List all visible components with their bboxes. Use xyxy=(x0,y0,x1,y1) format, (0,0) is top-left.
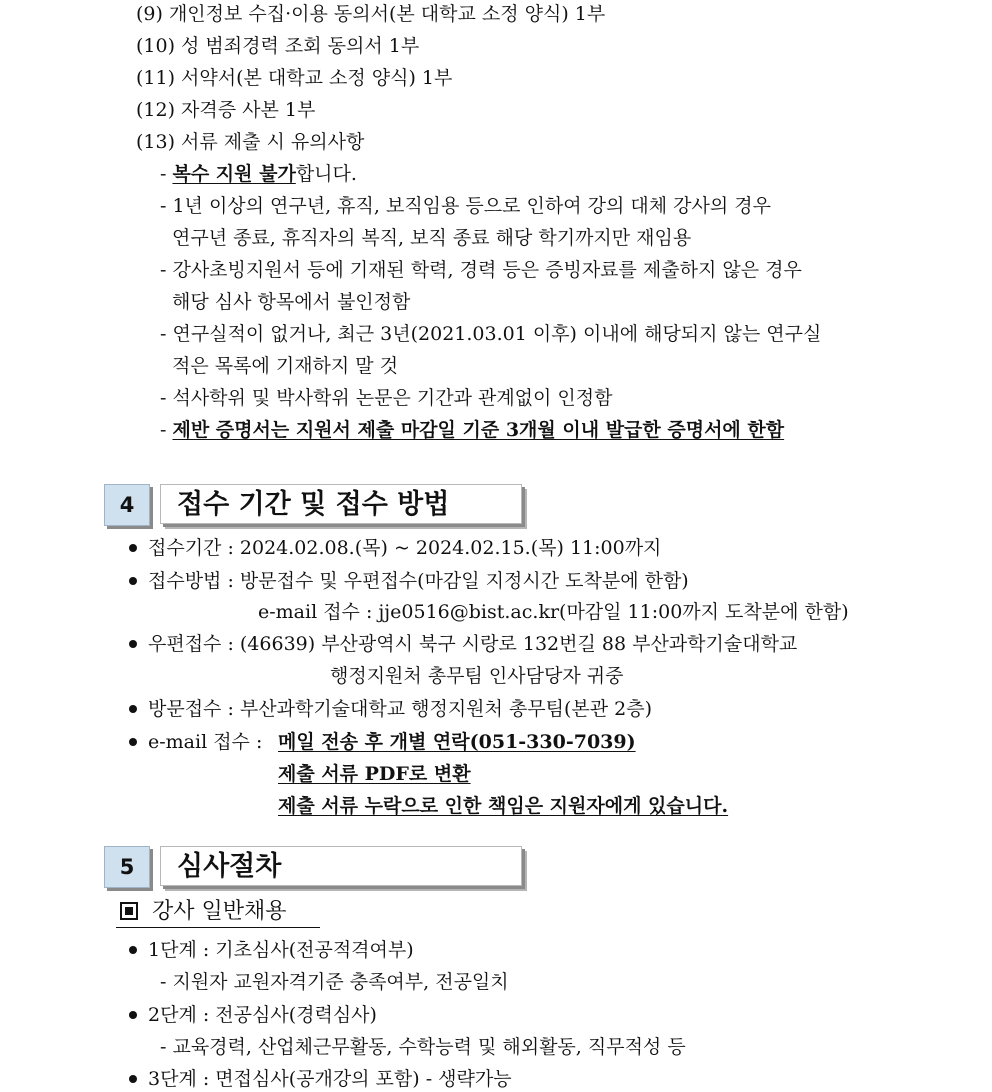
note-research-a: - 연구실적이 없거나, 최근 3년(2021.03.01 이후) 이내에 해당되지 않는 연구실 xyxy=(160,323,822,345)
bullet-icon xyxy=(129,577,137,585)
subsection-heading: 강사 일반채용 xyxy=(120,900,287,924)
stage-1-detail: - 지원자 교원자격기준 충족여부, 전공일치 xyxy=(160,971,509,993)
note-substitute-b: 연구년 종료, 휴직자의 복직, 보직 종료 해당 학기까지만 재임용 xyxy=(172,227,692,249)
bullet-icon xyxy=(129,1011,137,1019)
email-reception-label: e-mail 접수 : xyxy=(148,731,263,753)
bullet-icon xyxy=(129,544,137,552)
section-5-number: 5 xyxy=(104,846,150,888)
reception-method-email: e-mail 접수 : jje0516@bist.ac.kr(마감일 11:00까지 도착분에 한함) xyxy=(258,601,849,623)
bullet-icon xyxy=(129,946,137,954)
stage-1: 1단계 : 기초심사(전공적격여부) xyxy=(148,939,414,961)
item-12: (12) 자격증 사본 1부 xyxy=(136,99,316,121)
bullet-icon xyxy=(129,1075,137,1083)
item-9: (9) 개인정보 수집·이용 동의서(본 대학교 소정 양식) 1부 xyxy=(136,3,606,25)
section-4-number: 4 xyxy=(104,484,150,526)
note-no-duplicate: - 복수 지원 불가합니다. xyxy=(160,163,357,185)
subsection-underline xyxy=(116,927,320,928)
reception-method: 접수방법 : 방문접수 및 우편접수(마감일 지정시간 도착분에 한함) xyxy=(148,570,689,592)
email-instruction-1: 메일 전송 후 개별 연락(051-330-7039) xyxy=(278,731,636,753)
stage-2: 2단계 : 전공심사(경력심사) xyxy=(148,1004,377,1026)
note-certificates-emphasis: 제반 증명서는 지원서 제출 마감일 기준 3개월 이내 발급한 증명서에 한함 xyxy=(172,419,785,441)
note-thesis: - 석사학위 및 박사학위 논문은 기간과 관계없이 인정함 xyxy=(160,387,613,409)
square-bullet-icon xyxy=(120,902,138,920)
note-research-b: 적은 목록에 기재하지 말 것 xyxy=(172,355,399,377)
mail-address: 우편접수 : (46639) 부산광역시 북구 시랑로 132번길 88 부산과학기술대학교 xyxy=(148,633,798,655)
email-instruction-2: 제출 서류 PDF로 변환 xyxy=(278,763,471,785)
stage-3: 3단계 : 면접심사(공개강의 포함) - 생략가능 xyxy=(148,1068,512,1090)
item-11: (11) 서약서(본 대학교 소정 양식) 1부 xyxy=(136,67,453,89)
bullet-icon xyxy=(129,705,137,713)
visit-reception: 방문접수 : 부산과학기술대학교 행정지원처 총무팀(본관 2층) xyxy=(148,698,653,720)
note-evidence-b: 해당 심사 항목에서 불인정함 xyxy=(172,291,411,313)
mail-recipient: 행정지원처 총무팀 인사담당자 귀중 xyxy=(330,665,624,687)
note-certificates: - 제반 증명서는 지원서 제출 마감일 기준 3개월 이내 발급한 증명서에 한함 xyxy=(160,419,785,441)
stage-2-detail: - 교육경력, 산업체근무활동, 수학능력 및 해외활동, 직무적성 등 xyxy=(160,1036,686,1058)
note-evidence-a: - 강사초빙지원서 등에 기재된 학력, 경력 등은 증빙자료를 제출하지 않은 경우 xyxy=(160,259,802,281)
item-10: (10) 성 범죄경력 조회 동의서 1부 xyxy=(136,35,420,57)
note-substitute-a: - 1년 이상의 연구년, 휴직, 보직임용 등으로 인하여 강의 대체 강사의 경우 xyxy=(160,195,771,217)
email-instruction-3: 제출 서류 누락으로 인한 책임은 지원자에게 있습니다. xyxy=(278,795,729,817)
item-13: (13) 서류 제출 시 유의사항 xyxy=(136,131,365,153)
section-5-title: 심사절차 xyxy=(160,846,522,886)
bullet-icon xyxy=(129,640,137,648)
section-4-title: 접수 기간 및 접수 방법 xyxy=(160,484,522,524)
note-no-duplicate-emphasis: 복수 지원 불가 xyxy=(172,163,296,185)
reception-period: 접수기간 : 2024.02.08.(목) ~ 2024.02.15.(목) 11:00까지 xyxy=(148,537,662,559)
bullet-icon xyxy=(129,738,137,746)
